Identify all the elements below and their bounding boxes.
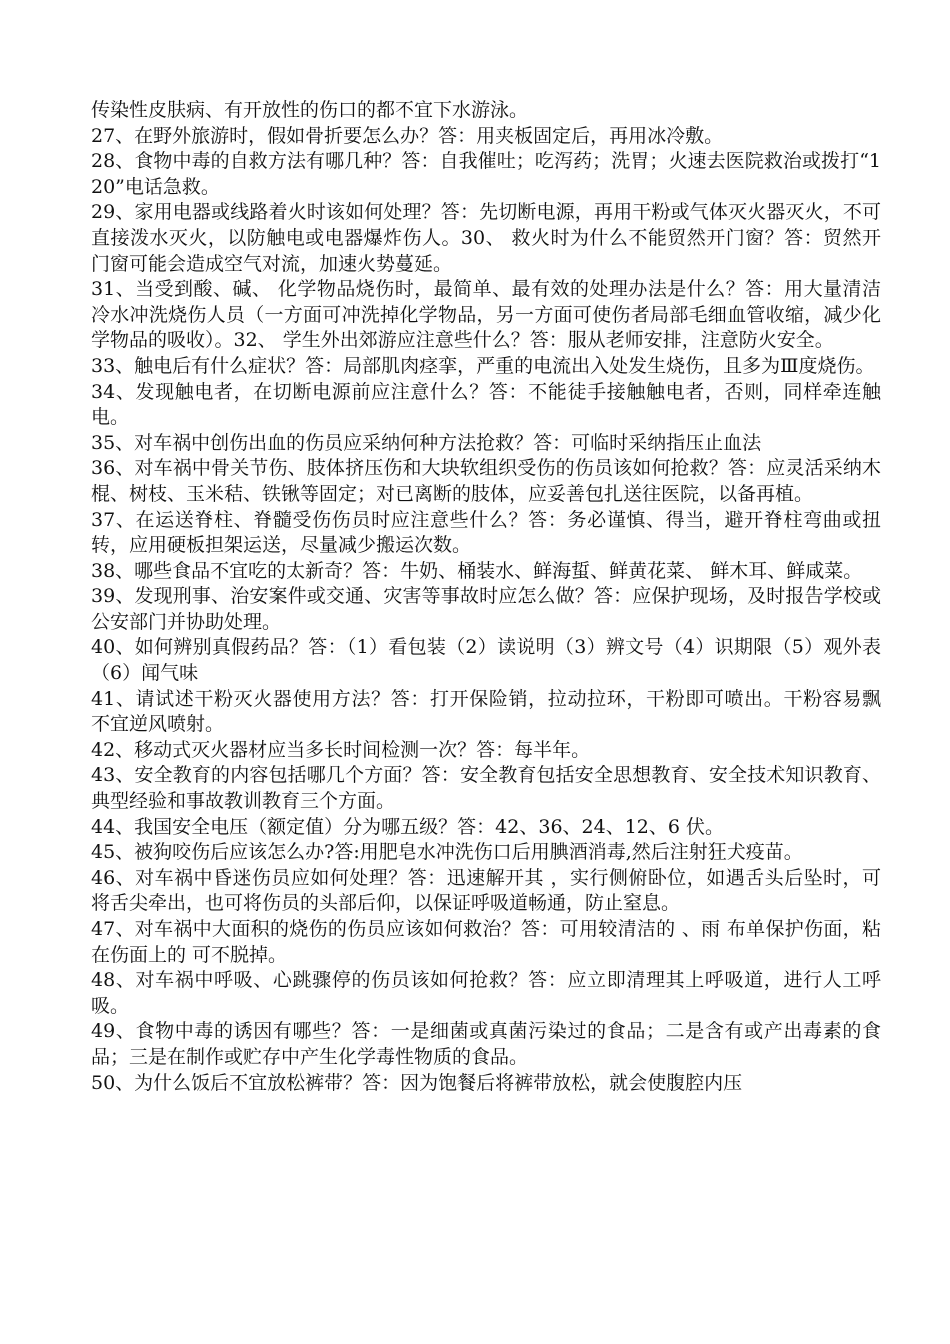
paragraph: 34、发现触电者，在切断电源前应注意什么？答：不能徒手接触触电者，否则，同样牵连触电。	[91, 380, 881, 429]
paragraph: 50、为什么饭后不宜放松裤带？答：因为饱餐后将裤带放松，就会使腹腔内压	[91, 1071, 743, 1094]
paragraph: 28、食物中毒的自救方法有哪几种？答：自我催吐；吃泻药；洗胃；火速去医院救治或拨打“120”电话急救。	[91, 150, 881, 198]
paragraph: 44、我国安全电压（额定值）分为哪五级？答：42、36、24、12、6 伏。	[91, 815, 725, 838]
paragraph: 36、对车祸中骨关节伤、肢体挤压伤和大块软组织受伤的伤员该如何抢救？答：应灵活采纳木棍、树枝、玉米秸、铁锹等固定；对已离断的肢体，应妥善包扎送往医院，以备再植。	[91, 457, 881, 505]
paragraph: 38、哪些食品不宜吃的太新奇？答：牛奶、桶装水、鲜海蜇、鲜黄花菜、 鲜木耳、鲜咸菜。	[91, 559, 863, 582]
paragraph: 27、在野外旅游时，假如骨折要怎么办？答：用夹板固定后，再用冰冷敷。	[91, 124, 724, 147]
paragraph: 37、在运送脊柱、脊髓受伤伤员时应注意些什么？答：务必谨慎、得当，避开脊柱弯曲或扭转，应用硬板担架运送，尽量减少搬运次数。	[91, 508, 881, 557]
paragraph: 43、安全教育的内容包括哪几个方面？答：安全教育包括安全思想教育、安全技术知识教育、典型经验和事故教训教育三个方面。	[91, 764, 881, 813]
paragraph: 41、请试述干粉灭火器使用方法？答：打开保险销，拉动拉环，干粉即可喷出。干粉容易飘 不宜逆风喷射。	[91, 687, 881, 736]
paragraph: 45、被狗咬伤后应该怎么办?答:用肥皂水冲洗伤口后用腆酒消毒,然后注射狂犬疫苗。	[91, 841, 803, 864]
paragraph: 29、家用电器或线路着火时该如何处理？答：先切断电源，再用干粉或气体灭火器灭火，不可直接泼水灭火，以防触电或电器爆炸伤人。30、 救火时为什么不能贸然开门窗？答：贸然开门窗可能会造成空气对流，加速火势蔓延。	[91, 201, 881, 275]
paragraph: 42、移动式灭火器材应当多长时间检测一次？答：每半年。	[91, 738, 591, 761]
paragraph: 31、当受到酸、碱、 化学物品烧伤时，最简单、最有效的处理办法是什么？答：用大量清洁冷水冲洗烧伤人员（一方面可冲洗掉化学物品，另一方面可使伤者局部毛细血管收缩，减少化学物品的吸收）。32、 学生外出郊游应注意些什么？答：服从老师安排，注意防火安全。	[91, 278, 881, 352]
paragraph: 48、对车祸中呼吸、心跳骤停的伤员该如何抢救？答：应立即清理其上呼吸道，进行人工呼吸。	[91, 969, 881, 1017]
paragraph: 传染性皮肤病、有开放性的伤口的都不宜下水游泳。	[91, 99, 529, 121]
document-body	[91, 98, 881, 1096]
paragraph: 49、食物中毒的诱因有哪些？答：一是细菌或真菌污染过的食品；二是含有或产出毒素的食品；三是在制作或贮存中产生化学毒性物质的食品。	[91, 1020, 881, 1068]
paragraph: 35、对车祸中创伤出血的伤员应采纳何种方法抢救？答：可临时采纳指压止血法	[91, 431, 762, 454]
paragraph: 47、对车祸中大面积的烧伤的伤员应该如何救治？答：可用较清洁的 、雨 布单保护伤面，粘在伤面上的 可不脱掉。	[91, 918, 881, 966]
paragraph: 39、发现刑事、治安案件或交通、灾害等事故时应怎么做？答：应保护现场，及时报告学校或公安部门并协助处理。	[91, 585, 881, 633]
paragraph: 40、如何辨别真假药品？答：（1）看包装（2）读说明（3）辨文号（4）识期限（5）观外表（6）闻气味	[91, 636, 881, 685]
paragraph: 46、对车祸中昏迷伤员应如何处理？答：迅速解开其 ，实行侧俯卧位，如遇舌头后坠时，可将舌尖牵出，也可将伤员的头部后仰，以保证呼吸道畅通，防止窒息。	[91, 866, 881, 915]
paragraph: 33、触电后有什么症状？答：局部肌肉痉挛，严重的电流出入处发生烧伤，且多为Ⅲ度烧伤。	[91, 354, 875, 377]
